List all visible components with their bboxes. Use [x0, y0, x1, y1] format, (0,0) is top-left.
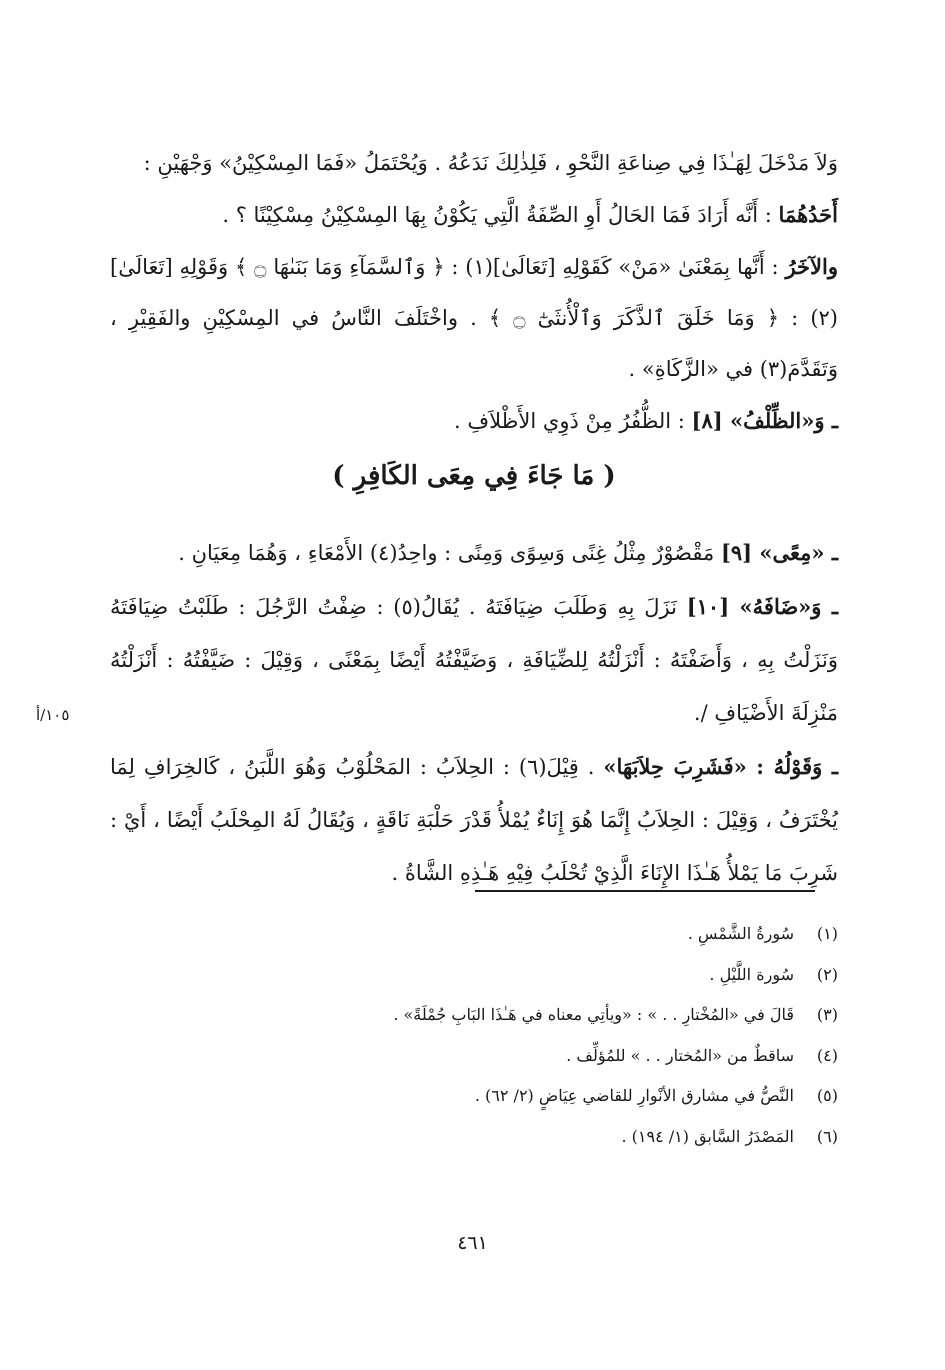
footnote-number: (١) — [816, 924, 838, 943]
dafahu-label: ـ وَ«ضَافَهُ» [١٠] — [686, 594, 838, 619]
first-aspect-label: أَحَدُهُمَا — [778, 202, 838, 227]
footnote-item — [110, 914, 838, 955]
paragraph-intro-text: وَلاَ مَدْخَلَ لِهَـٰذَا فِي صِناعَةِ النَّحْوِ ، فَلِذٰلِكَ نَدَعُهُ . وَيُحْتَمَلُ «فَمَا المِسْكِيْنُ» وَجْهَيْنِ : — [143, 151, 838, 175]
hilab-label: ـ وَقَوْلُهُ : «فَشَرِبَ حِلاَبَهَا» — [603, 754, 838, 779]
footnote-text: قَالَ في «المُخْتارِ . . » : «ويأتِي معناه في هَـٰذَا البَابِ جُمْلَةً» . — [393, 1005, 794, 1024]
paragraph-zilf — [110, 395, 838, 447]
zilf-text: : الظُّفُرُ مِنْ ذَوِي الأَظْلاَفِ . — [454, 409, 685, 433]
hilab-text: . قِيْلَ(٦) : الحِلاَبُ : المَحْلُوْبُ وَهُوَ اللَّبَنُ ، كَالخِرَافِ لِمَا يُخْتَرَفُ ، وَقِيْلَ : الحِلاَبُ إِنَّمَا هُوَ إِنَاءٌ يُمْلأُ قَدْرَ حَلْبَةِ نَاقَةٍ ، وَيُقَالُ لَهُ المِحْلَبُ أَيْضًا ، أَيْ : شَرِبَ مَا يَمْلأُ هَـٰذَا الإِنَاءَ الَّذِيْ تُحْلَبُ فِيْهِ هَـٰذِهِ الشَّاةُ . — [110, 755, 838, 885]
footnote-number: (٥) — [816, 1086, 838, 1105]
main-text-block — [110, 138, 838, 447]
footnote-text: سُورةُ الشَّمْسِ . — [687, 924, 794, 943]
first-aspect-text: : أَنَّه أَرَادَ فَمَا الحَالُ أَوِ الصِّفَةُ الَّتِي يَكُوْنُ بِهَا المِسْكِيْنُ مِسْكِيْنًا ؟ . — [222, 203, 772, 227]
paragraph-hilab — [110, 740, 838, 900]
footnote-text: ساقطٌ من «المُختار . . » للمُؤلِّف . — [566, 1045, 794, 1065]
paragraph-dafahu — [110, 580, 838, 740]
footnote-item — [110, 1076, 838, 1117]
mia-text: مَقْصُوْرٌ مِثْلُ غِنًى وَسِوًى وَمِنًى : واحِدُ(٤) الأَمْعَاءِ ، وَهُمَا مِعَيَانِ . — [178, 541, 715, 565]
footnote-text: المَصْدَرُ السَّابق (١/ ١٩٤) . — [621, 1126, 794, 1146]
mia-label: ـ «مِعًى» [٩] — [720, 540, 838, 565]
second-aspect-label: والآخَرُ — [785, 254, 838, 279]
dafahu-text: نَزَلَ بِهِ وَطَلَبَ ضِيَافَتَهُ . يُقَالُ(٥) : ضِفْتُ الرَّجُلَ : طَلَبْتُ ضِيَافَتَهُ وَنَزَلْتُ بِهِ ، وَأَضَفْتَهُ : أَنْزَلْتُهُ لِلضِّيَافَةِ ، وَضَيَّفْتُهُ أَيْضًا بِمَعْنًى ، وَقِيْلَ : ضَيَّفْتُهُ : أَنْزَلْتُهُ مَنْزِلَةَ الأَضْيَافِ /. — [110, 595, 838, 725]
paragraph-second-aspect — [110, 241, 838, 395]
footnote-item — [110, 1117, 838, 1158]
paragraph-mia — [110, 526, 838, 580]
paragraph-intro — [110, 138, 838, 189]
footnote-item — [110, 1036, 838, 1077]
page-number: ٤٦١ — [457, 1232, 488, 1254]
second-aspect-text: : أَنَّها بِمَعْنَىٰ «مَنْ» كَقَوْلِهِ [تَعَالَىٰ](١) : ﴿ وَٱلسَّمَآءِ وَمَا بَنَىٰهَا ۝ ﴾ وَقَوْلِهِ [تَعَالَىٰ](٢) : ﴿ وَمَا خَلَقَ ٱلذَّكَرَ وَٱلْأُنثَىٰٓ ۝ ﴾ . واخْتَلَفَ النَّاسُ في المِسْكِيْنِ والفَقِيْرِ ، وَتَقَدَّمَ(٣) في «الزَّكَاةِ» . — [110, 255, 838, 381]
footnote-number: (٣) — [816, 1005, 838, 1024]
manuscript-folio-note: ١٠٥/أ — [36, 706, 70, 724]
footnote-text: النَّصُّ في مشارق الأنْوارِ للقاضي عِيَاضٍ (٢/ ٦٢) . — [474, 1086, 794, 1105]
zilf-label: ـ وَ«الظِّلْفُ» [٨] — [691, 408, 838, 433]
section-text-block — [110, 526, 838, 900]
footnote-item — [110, 955, 838, 996]
section-heading: ( مَا جَاءَ فِي مِعَى الكَافِرِ ) — [332, 461, 616, 491]
footnote-item — [110, 995, 838, 1036]
footnote-divider — [475, 890, 815, 892]
paragraph-first-aspect — [110, 189, 838, 241]
footnote-text: سُورة اللَّيْلِ . — [709, 964, 794, 984]
footnotes — [110, 914, 838, 1157]
footnote-number: (٦) — [816, 1126, 838, 1146]
footnote-number: (٢) — [816, 964, 838, 984]
footnote-number: (٤) — [816, 1045, 838, 1065]
